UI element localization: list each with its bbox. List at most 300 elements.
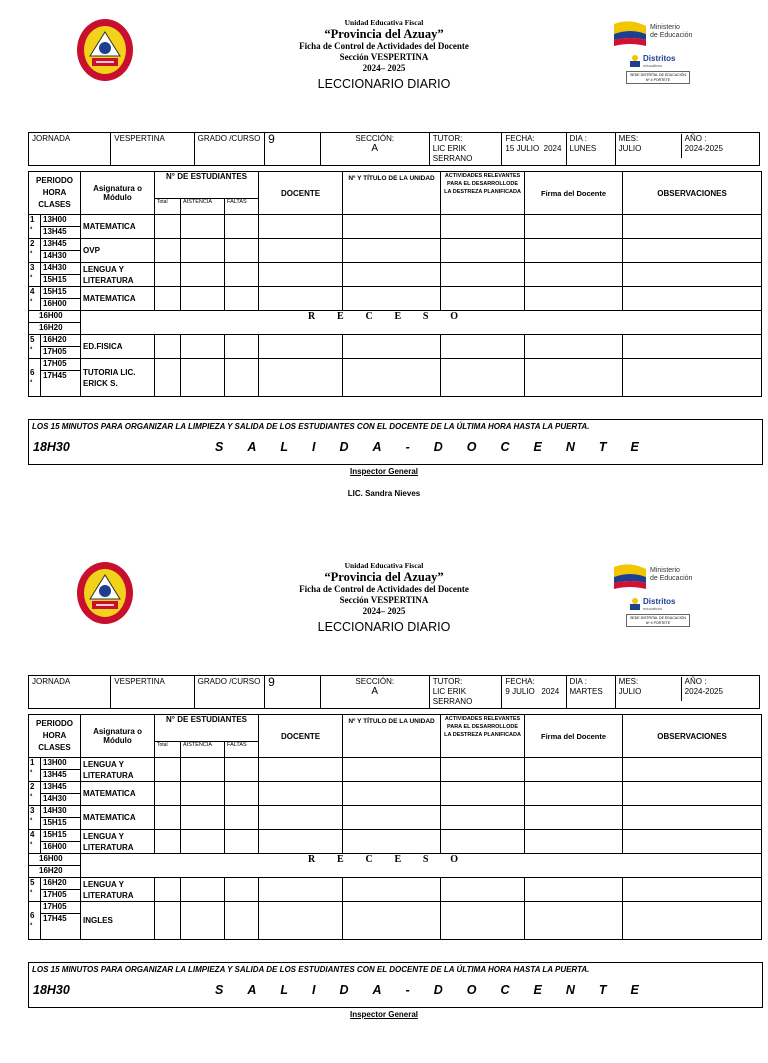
district-box: SEDE DISTRITAL DE EDUCACIÓN Nº 4 PORTETE (626, 71, 690, 84)
period-end (41, 227, 81, 239)
empty-cell[interactable] (181, 359, 225, 397)
ministry-line2: de Educación (650, 575, 693, 582)
empty-cell[interactable] (225, 215, 259, 239)
exit-letter: E (533, 440, 542, 454)
table-header-row (29, 715, 762, 742)
period-number (29, 359, 41, 397)
period-end-text: 13H45 (43, 227, 67, 236)
firma-header-text: Firma del Docente (541, 731, 607, 741)
empty-cell[interactable] (343, 215, 441, 239)
periodo-header-text: PERIODO HORA CLASES (36, 719, 73, 752)
exit-letter: S (215, 440, 224, 454)
empty-cell[interactable] (259, 878, 343, 902)
empty-cell[interactable] (525, 782, 623, 806)
empty-cell[interactable] (623, 287, 762, 311)
empty-cell[interactable] (259, 359, 343, 397)
empty-cell[interactable] (623, 758, 762, 782)
periodo-header (29, 715, 81, 758)
empty-cell[interactable] (181, 263, 225, 287)
table-row (29, 287, 762, 299)
empty-cell[interactable] (623, 902, 762, 940)
empty-cell[interactable] (225, 287, 259, 311)
empty-cell[interactable] (441, 359, 525, 397)
subject-text: LENGUA Y LITERATURA (83, 264, 134, 285)
empty-cell[interactable] (525, 263, 623, 287)
school-type: Unidad Educativa Fiscal (344, 18, 424, 27)
empty-cell[interactable] (155, 239, 181, 263)
empty-cell[interactable] (525, 830, 623, 854)
jornada-value: VESPERTINA (114, 677, 165, 686)
empty-cell[interactable] (225, 263, 259, 287)
empty-cell[interactable] (441, 806, 525, 830)
empty-cell[interactable] (225, 806, 259, 830)
empty-cell[interactable] (181, 287, 225, 311)
empty-cell[interactable] (525, 215, 623, 239)
period-number-text: 6 (30, 367, 35, 377)
empty-cell[interactable] (225, 902, 259, 940)
exit-label (215, 440, 639, 454)
empty-cell[interactable] (225, 758, 259, 782)
recess-letter: E (337, 311, 344, 322)
footer-note: LOS 15 MINUTOS PARA ORGANIZAR LA LIMPIEZA Y SALIDA DE LOS ESTUDIANTES CON EL DOCENTE DE LA ÚLTIMA HORA HASTA LA PUERTA. (32, 965, 590, 974)
mes-block (619, 677, 682, 701)
exit-letter: I (312, 440, 316, 454)
header-text (234, 561, 534, 635)
distritos-label: Distritos (643, 54, 676, 63)
asignatura-header (81, 172, 155, 215)
empty-cell[interactable] (343, 806, 441, 830)
period-start (41, 830, 81, 842)
inspector-title: Inspector General (349, 1010, 419, 1019)
subject-cell[interactable] (81, 335, 155, 359)
recess-letter: R (308, 854, 316, 865)
empty-cell[interactable] (225, 335, 259, 359)
exit-letter: S (215, 983, 224, 997)
exit-letter: A (372, 983, 382, 997)
exit-letter: A (372, 440, 382, 454)
subject-text: ED.FISICA (83, 342, 123, 351)
exit-letter: A (247, 983, 257, 997)
header-text (234, 18, 534, 92)
empty-cell[interactable] (259, 263, 343, 287)
period-end-text: 17H05 (43, 890, 67, 899)
mes-anio-cell (615, 676, 759, 709)
exit-letter: T (598, 440, 607, 454)
empty-cell[interactable] (259, 287, 343, 311)
jornada-label (29, 133, 111, 166)
empty-cell[interactable] (441, 263, 525, 287)
period-ordinal: ª (30, 842, 33, 848)
empty-cell[interactable] (441, 758, 525, 782)
empty-cell[interactable] (181, 782, 225, 806)
ministry-flag-icon (612, 20, 648, 48)
observaciones-header (623, 715, 762, 758)
empty-cell[interactable] (623, 239, 762, 263)
empty-cell[interactable] (155, 335, 181, 359)
anio-block (682, 134, 723, 158)
empty-cell[interactable] (525, 335, 623, 359)
exit-letter: N (565, 440, 575, 454)
distritos-label: Distritos (643, 597, 676, 606)
subject-text: MATEMATICA (83, 813, 136, 822)
section-title: Sección VESPERTINA (339, 52, 429, 62)
empty-cell[interactable] (155, 806, 181, 830)
subject-cell[interactable] (81, 878, 155, 902)
period-start (41, 878, 81, 890)
empty-cell[interactable] (155, 782, 181, 806)
empty-cell[interactable] (225, 878, 259, 902)
period-number-text: 6 (30, 910, 35, 920)
period-ordinal: ª (30, 275, 33, 281)
anio-value: 2024-2025 (684, 144, 723, 153)
empty-cell[interactable] (623, 263, 762, 287)
period-number (29, 806, 41, 830)
empty-cell[interactable] (525, 806, 623, 830)
form-title: Ficha de Control de Actividades del Docente (299, 41, 469, 51)
empty-cell[interactable] (441, 878, 525, 902)
ministry-line1: Ministerio (650, 567, 680, 574)
empty-cell[interactable] (343, 335, 441, 359)
period-end-text: 17H45 (43, 914, 67, 923)
empty-cell[interactable] (441, 830, 525, 854)
actividades-header (441, 172, 525, 215)
asistencia-header (181, 742, 225, 758)
anio-block (682, 677, 723, 701)
asistencia-header (181, 199, 225, 215)
period-number (29, 782, 41, 806)
period-start-text: 17H05 (43, 902, 67, 911)
table-row (29, 878, 762, 890)
empty-cell[interactable] (441, 215, 525, 239)
period-number-text: 3 (30, 806, 35, 815)
table-row (29, 902, 762, 914)
mes-label: MES: (618, 134, 639, 143)
recess-row (29, 854, 762, 866)
period-number (29, 263, 41, 287)
seccion-value: A (371, 143, 379, 154)
schedule-table (28, 714, 762, 940)
recess-row (29, 311, 762, 323)
subject-cell[interactable] (81, 806, 155, 830)
empty-cell[interactable] (259, 239, 343, 263)
subject-cell[interactable] (81, 782, 155, 806)
empty-cell[interactable] (181, 239, 225, 263)
subject-text: INGLES (83, 916, 113, 925)
ministry-text (650, 24, 692, 40)
period-end-text: 16H00 (43, 842, 67, 851)
empty-cell[interactable] (343, 878, 441, 902)
period-ordinal: ª (30, 347, 33, 353)
section-title: Sección VESPERTINA (339, 595, 429, 605)
recess-letter: S (422, 854, 429, 865)
fecha-cell (502, 676, 566, 709)
empty-cell[interactable] (155, 215, 181, 239)
table-row (29, 806, 762, 818)
recess-cell (81, 311, 762, 335)
exit-footer (28, 419, 763, 465)
recess-end-text: 16H20 (39, 866, 63, 875)
ministry-logo (612, 561, 702, 629)
sheet-header (0, 543, 768, 643)
jornada-cell (111, 133, 194, 166)
period-start-text: 17H05 (43, 359, 67, 368)
asignatura-header (81, 715, 155, 758)
recess-start (29, 311, 81, 323)
exit-letter: D (433, 440, 443, 454)
exit-letter: - (405, 440, 410, 454)
anio-label: AÑO : (684, 134, 707, 143)
empty-cell[interactable] (441, 287, 525, 311)
empty-cell[interactable] (441, 335, 525, 359)
empty-cell[interactable] (155, 359, 181, 397)
empty-cell[interactable] (623, 806, 762, 830)
exit-letter: D (433, 983, 443, 997)
recess-label (308, 311, 458, 322)
seccion-label: SECCIÓN: (355, 134, 395, 143)
period-end-text: 15H15 (43, 275, 67, 284)
table-row (29, 335, 762, 347)
period-number-text: 2 (30, 782, 35, 791)
subject-cell[interactable] (81, 758, 155, 782)
jornada-label-text: JORNADA (32, 677, 71, 686)
exit-letter: L (280, 440, 289, 454)
empty-cell[interactable] (181, 806, 225, 830)
empty-cell[interactable] (259, 215, 343, 239)
tutor-value: LIC ERIK SERRANO (432, 144, 473, 163)
school-seal-icon (76, 561, 134, 625)
empty-cell[interactable] (259, 902, 343, 940)
grado-label (194, 133, 265, 166)
empty-cell[interactable] (343, 758, 441, 782)
anio-value: 2024-2025 (684, 687, 723, 696)
period-end-text: 17H05 (43, 347, 67, 356)
empty-cell[interactable] (623, 830, 762, 854)
period-start (41, 758, 81, 770)
faltas-header-text: FALTAS (227, 199, 247, 205)
exit-letter: A (247, 440, 257, 454)
period-start (41, 215, 81, 227)
subject-text: MATEMATICA (83, 294, 136, 303)
subject-cell[interactable] (81, 359, 155, 397)
period-end-text: 15H15 (43, 818, 67, 827)
period-ordinal: ª (30, 299, 33, 305)
grado-label (194, 676, 265, 709)
subject-cell[interactable] (81, 830, 155, 854)
empty-cell[interactable] (623, 335, 762, 359)
empty-cell[interactable] (181, 902, 225, 940)
empty-cell[interactable] (181, 878, 225, 902)
period-number (29, 830, 41, 854)
empty-cell[interactable] (343, 782, 441, 806)
exit-letter: C (500, 440, 510, 454)
exit-letter: D (339, 440, 349, 454)
period-number (29, 758, 41, 782)
asignatura-header-text: Asignatura o Módulo (93, 184, 142, 202)
jornada-cell (111, 676, 194, 709)
period-ordinal: ª (30, 890, 33, 896)
asistencia-header-text: AISTENCIA (183, 199, 213, 205)
table-row (29, 758, 762, 770)
period-number-text: 2 (30, 239, 35, 248)
period-start-text: 13H45 (43, 239, 67, 248)
empty-cell[interactable] (525, 902, 623, 940)
grado-label-text: GRADO /CURSO (197, 134, 261, 143)
docente-header (259, 715, 343, 758)
empty-cell[interactable] (441, 782, 525, 806)
form-title: Ficha de Control de Actividades del Docente (299, 584, 469, 594)
firma-header (525, 715, 623, 758)
mes-anio-split (619, 677, 756, 701)
recess-label (308, 854, 458, 865)
subject-cell[interactable] (81, 902, 155, 940)
period-number (29, 335, 41, 359)
empty-cell[interactable] (259, 806, 343, 830)
empty-cell[interactable] (343, 902, 441, 940)
unidad-header (343, 172, 441, 215)
empty-cell[interactable] (525, 239, 623, 263)
exit-time: 18H30 (33, 440, 70, 454)
mes-value: JULIO (618, 144, 642, 153)
dia-cell (566, 676, 615, 709)
empty-cell[interactable] (155, 287, 181, 311)
school-name: “Provincia del Azuay” (324, 570, 444, 584)
empty-cell[interactable] (623, 782, 762, 806)
empty-cell[interactable] (623, 878, 762, 902)
empty-cell[interactable] (343, 287, 441, 311)
period-start-text: 15H15 (43, 287, 67, 296)
ministry-logo (612, 18, 702, 86)
period-start-text: 14H30 (43, 263, 67, 272)
subject-text: OVP (83, 246, 100, 255)
period-start-text: 13H00 (43, 215, 67, 224)
recess-letter: R (308, 311, 316, 322)
empty-cell[interactable] (259, 782, 343, 806)
empty-cell[interactable] (155, 902, 181, 940)
empty-cell[interactable] (441, 239, 525, 263)
empty-cell[interactable] (259, 830, 343, 854)
empty-cell[interactable] (259, 335, 343, 359)
period-ordinal: ª (30, 922, 33, 929)
recess-end (29, 323, 81, 335)
period-number (29, 878, 41, 902)
ministry-text (650, 567, 692, 583)
empty-cell[interactable] (181, 335, 225, 359)
empty-cell[interactable] (525, 878, 623, 902)
grado-value: 9 (268, 675, 275, 689)
empty-cell[interactable] (525, 758, 623, 782)
empty-cell[interactable] (623, 359, 762, 397)
table-row (29, 239, 762, 251)
firma-header-text: Firma del Docente (541, 188, 607, 198)
sheet-header (0, 0, 768, 100)
period-start (41, 359, 81, 371)
period-end (41, 794, 81, 806)
period-end-text: 16H00 (43, 299, 67, 308)
empty-cell[interactable] (155, 758, 181, 782)
recess-letter: E (394, 854, 402, 865)
info-table (28, 132, 760, 166)
unidad-header-text: Nº Y TÍTULO DE LA UNIDAD (348, 175, 435, 182)
table-row (29, 830, 762, 842)
empty-cell[interactable] (623, 215, 762, 239)
unidad-header (343, 715, 441, 758)
empty-cell[interactable] (225, 830, 259, 854)
asistencia-header-text: AISTENCIA (183, 742, 213, 748)
empty-cell[interactable] (225, 239, 259, 263)
period-start-text: 16H20 (43, 335, 67, 344)
asignatura-header-text: Asignatura o Módulo (93, 727, 142, 745)
empty-cell[interactable] (343, 359, 441, 397)
period-end-text: 13H45 (43, 770, 67, 779)
period-start (41, 902, 81, 914)
empty-cell[interactable] (343, 263, 441, 287)
recess-letter: E (394, 311, 402, 322)
empty-cell[interactable] (225, 782, 259, 806)
period-end (41, 251, 81, 263)
period-number (29, 239, 41, 263)
periodo-header (29, 172, 81, 215)
subject-text: MATEMATICA (83, 222, 136, 231)
tutor-cell (429, 676, 502, 709)
empty-cell[interactable] (181, 215, 225, 239)
observaciones-header-text: OBSERVACIONES (657, 731, 727, 741)
recess-letter: C (365, 311, 373, 322)
empty-cell[interactable] (155, 878, 181, 902)
period-end (41, 275, 81, 287)
empty-cell[interactable] (525, 287, 623, 311)
period-ordinal: ª (30, 251, 33, 257)
actividades-header (441, 715, 525, 758)
grado-value: 9 (268, 132, 275, 146)
period-ordinal: ª (30, 379, 33, 386)
table-row (29, 215, 762, 227)
fecha-cell (502, 133, 566, 166)
fecha-label: FECHA: (505, 134, 535, 143)
docente-header-text: DOCENTE (280, 731, 321, 741)
subject-cell[interactable] (81, 287, 155, 311)
empty-cell[interactable] (181, 830, 225, 854)
empty-cell[interactable] (259, 758, 343, 782)
empty-cell[interactable] (525, 359, 623, 397)
subject-cell[interactable] (81, 263, 155, 287)
seccion-value: A (371, 686, 379, 697)
subject-cell[interactable] (81, 215, 155, 239)
seccion-cell (320, 133, 429, 166)
period-number-text: 4 (30, 830, 35, 839)
subject-cell[interactable] (81, 239, 155, 263)
table-row (29, 359, 762, 371)
empty-cell[interactable] (343, 830, 441, 854)
empty-cell[interactable] (181, 758, 225, 782)
recess-letter: C (365, 854, 373, 865)
docente-header-text: DOCENTE (280, 188, 321, 198)
unidad-header-text: Nº Y TÍTULO DE LA UNIDAD (348, 718, 435, 725)
empty-cell[interactable] (155, 263, 181, 287)
empty-cell[interactable] (225, 359, 259, 397)
inspector-title: Inspector General (349, 467, 419, 476)
actividades-header-text: ACTIVIDADES RELEVANTES PARA EL DESARROLLODE LA DESTREZA PLANIFICADA (444, 716, 521, 738)
period-start-text: 15H15 (43, 830, 67, 839)
period-end (41, 299, 81, 311)
jornada-label (29, 676, 111, 709)
estudiantes-header-text: N° DE ESTUDIANTES (166, 715, 248, 724)
inspector-name: LIC. Sandra Nieves (347, 489, 421, 498)
fecha-value: 9 JULIO 2024 (505, 687, 560, 696)
period-ordinal: ª (30, 770, 33, 776)
empty-cell[interactable] (441, 902, 525, 940)
empty-cell[interactable] (155, 830, 181, 854)
empty-cell[interactable] (343, 239, 441, 263)
